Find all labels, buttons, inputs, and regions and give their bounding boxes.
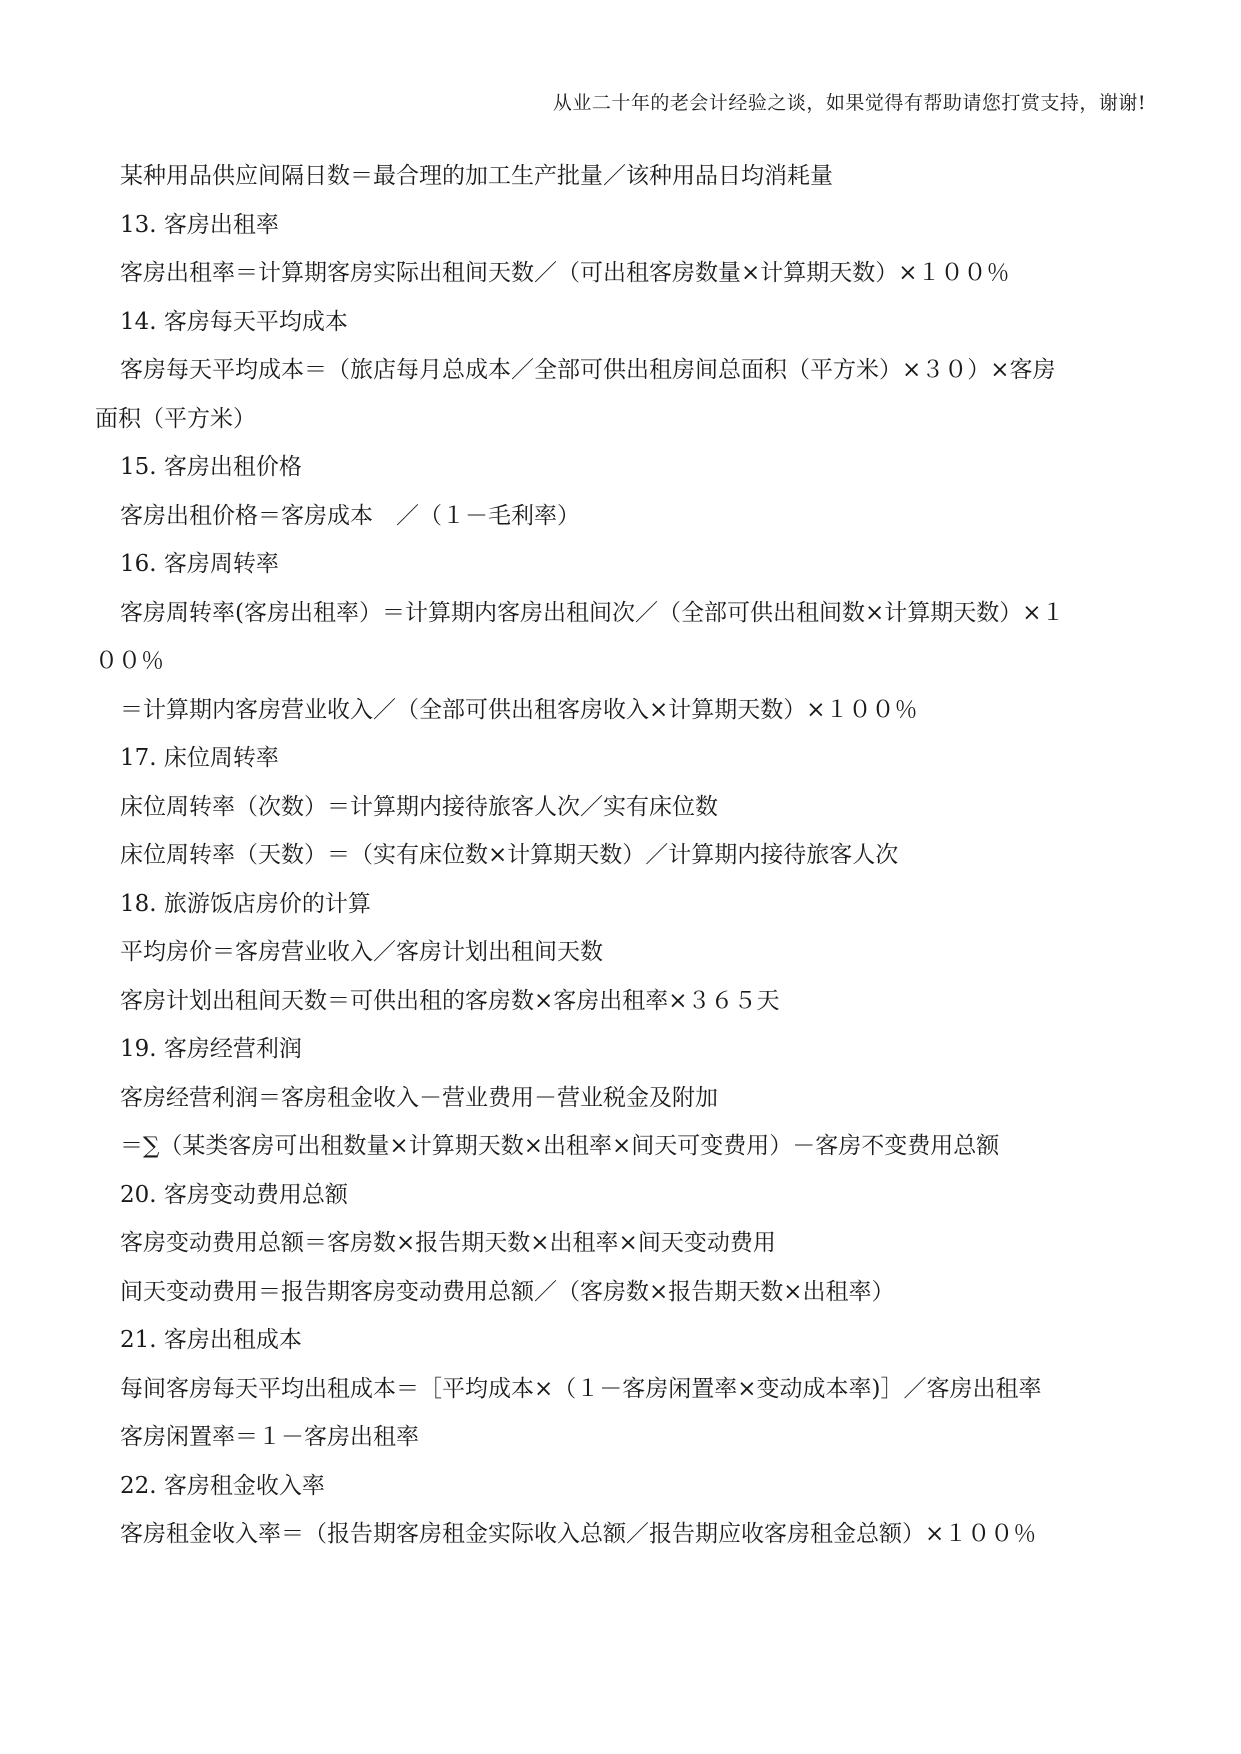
formula-line: 客房周转率(客房出租率）＝计算期内客房出租间次／（全部可供出租间数×计算期天数）×１ — [120, 599, 1065, 626]
section-heading: 13. 客房出租率 — [120, 211, 279, 238]
formula-line: 某种用品供应间隔日数＝最合理的加工生产批量／该种用品日均消耗量 — [120, 163, 833, 189]
formula-line: 客房出租价格＝客房成本 ／（１－毛利率） — [120, 502, 580, 529]
formula-line: 床位周转率（次数）＝计算期内接待旅客人次／实有床位数 — [120, 793, 718, 820]
continuation-line: 面积（平方米） — [95, 405, 256, 432]
formula-line: 间天变动费用＝报告期客房变动费用总额／（客房数×报告期天数×出租率） — [120, 1278, 895, 1305]
formula-line: 每间客房每天平均出租成本＝［平均成本×（１－客房闲置率×变动成本率)］／客房出租率 — [120, 1375, 1042, 1402]
formula-line: 客房经营利润＝客房租金收入－营业费用－营业税金及附加 — [120, 1084, 718, 1111]
formula-line: 客房闲置率＝１－客房出租率 — [120, 1424, 419, 1450]
section-heading: 22. 客房租金收入率 — [120, 1472, 325, 1499]
section-heading: 18. 旅游饭店房价的计算 — [120, 890, 371, 917]
section-heading: 14. 客房每天平均成本 — [120, 308, 348, 335]
formula-line: 客房变动费用总额＝客房数×报告期天数×出租率×间天变动费用 — [120, 1230, 776, 1256]
continuation-line: ００％ — [95, 648, 164, 674]
formula-line: 床位周转率（天数）＝（实有床位数×计算期天数）／计算期内接待旅客人次 — [120, 842, 899, 868]
formula-line: 客房租金收入率＝（报告期客房租金实际收入总额／报告期应收客房租金总额）×１００％ — [120, 1521, 1037, 1547]
section-heading: 17. 床位周转率 — [120, 745, 279, 771]
formula-line: 客房每天平均成本＝（旅店每月总成本／全部可供出租房间总面积（平方米）×３０）×客房 — [120, 357, 1056, 383]
header-note: 从业二十年的老会计经验之谈，如果觉得有帮助请您打赏支持，谢谢! — [552, 92, 1146, 114]
document-body — [95, 152, 1155, 1559]
section-heading: 19. 客房经营利润 — [120, 1036, 302, 1062]
section-heading: 16. 客房周转率 — [120, 551, 279, 577]
section-heading: 15. 客房出租价格 — [120, 454, 302, 480]
section-heading: 21. 客房出租成本 — [120, 1327, 302, 1353]
formula-line: ＝计算期内客房营业收入／（全部可供出租客房收入×计算期天数）×１００％ — [120, 696, 918, 723]
formula-line: 平均房价＝客房营业收入／客房计划出租间天数 — [120, 939, 603, 965]
formula-line: ＝∑（某类客房可出租数量×计算期天数×出租率×间天可变费用）－客房不变费用总额 — [120, 1133, 1000, 1159]
formula-line: 客房出租率＝计算期客房实际出租间天数／（可出租客房数量×计算期天数）×１００％ — [120, 260, 1010, 286]
formula-line: 客房计划出租间天数＝可供出租的客房数×客房出租率×３６５天 — [120, 987, 780, 1014]
section-heading: 20. 客房变动费用总额 — [120, 1181, 348, 1208]
